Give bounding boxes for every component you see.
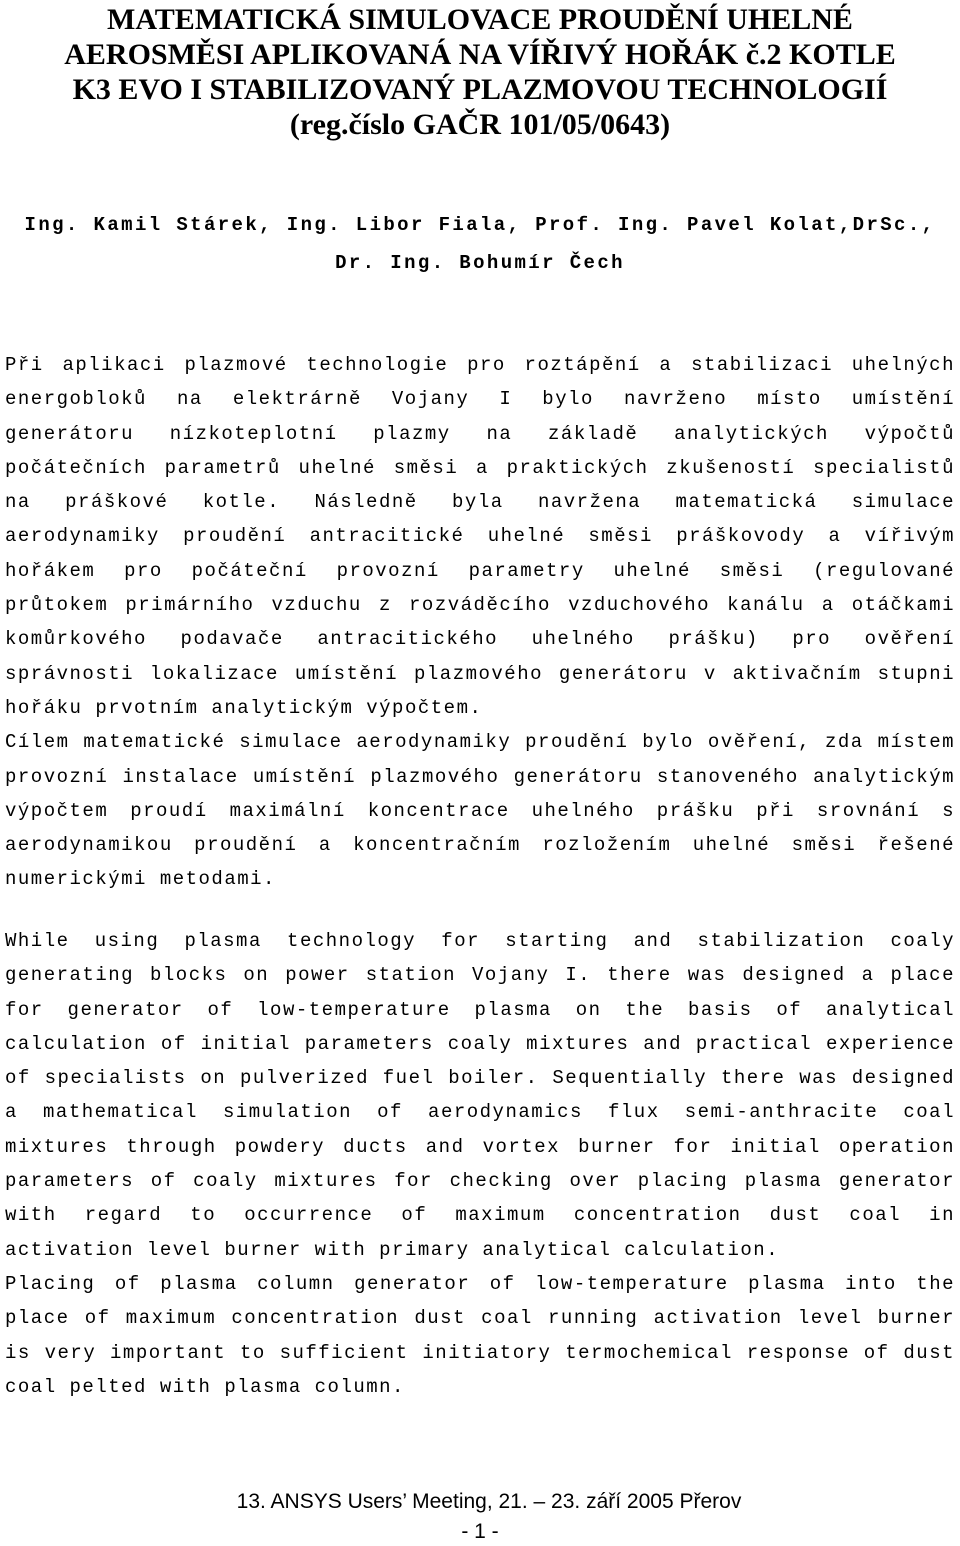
title-line-4: (reg.číslo GAČR 101/05/0643) — [289, 108, 671, 141]
authors-line-2: Dr. Ing. Bohumír Čech — [335, 252, 625, 274]
title-line-2: AEROSMĚSI APLIKOVANÁ NA VÍŘIVÝ HOŘÁK č.2 KOTLE — [64, 38, 896, 71]
abstract-cz-paragraph-1: Při aplikaci plazmové technologie pro roztápění a stabilizaci uhelných energobloků na elektrárně Vojany I bylo navrženo místo umístění generátoru nízkoteplotní plazmy na základě analytických výpočtů počátečních parametrů uhelné směsi a praktických zkušeností specialistů na práškové kotle. Následně byla navržena matematická simulace aerodynamiky proudění antracitické uhelné směsi práškovody a vířivým hořákem pro počáteční provozní parametry uhelné směsi (regulované průtokem primárního vzduchu z rozváděcího vzduchového kanálu a otáčkami komůrkového podavače antracitického uhelného prášku) pro ověření správnosti lokalizace umístění plazmového generátoru v aktivačním stupni hořáku prvotním analytickým výpočtem. — [5, 354, 955, 719]
authors-line-1: Ing. Kamil Stárek, Ing. Libor Fiala, Prof. Ing. Pavel Kolat,DrSc., — [24, 214, 936, 236]
abstract-cz-paragraph-2: Cílem matematické simulace aerodynamiky proudění bylo ověření, zda místem provozní instalace umístění plazmového generátoru stanoveného analytickým výpočtem proudí maximální koncentrace uhelného prášku při srovnání s aerodynamikou proudění a koncentračním rozložením uhelné směsi řešené numerickými metodami. — [5, 731, 955, 891]
abstract-en-paragraph-2: Placing of plasma column generator of low-temperature plasma into the place of maximum concentration dust coal running activation level burner is very important to sufficient initiatory termochemical response of dust coal pelted with plasma column. — [5, 1272, 955, 1398]
conference-footer: 13. ANSYS Users’ Meeting, 21. – 23. září 2005 Přerov — [236, 1490, 742, 1513]
author-list — [0, 206, 960, 282]
title-line-1: MATEMATICKÁ SIMULOVACE PROUDĚNÍ UHELNÉ — [107, 3, 853, 36]
paper-title — [0, 2, 960, 142]
title-line-3: K3 EVO I STABILIZOVANÝ PLAZMOVOU TECHNOLOGIÍ — [72, 73, 888, 106]
abstract-czech — [5, 348, 955, 897]
page-number: - 1 - — [461, 1520, 499, 1543]
abstract-english — [5, 924, 955, 1404]
abstract-en-paragraph-1: While using plasma technology for starting and stabilization coaly generating blocks on power station Vojany I. there was designed a place for generator of low-temperature plasma on the basis of analytical calculation of initial parameters coaly mixtures and practical experience of specialists on pulverized fuel boiler. Sequentially there was designed a mathematical simulation of aerodynamics flux semi-anthracite coal mixtures through powdery ducts and vortex burner for initial operation parameters of coaly mixtures for checking over placing plasma generator with regard to occurrence of maximum concentration dust coal in activation level burner with primary analytical calculation. — [5, 930, 955, 1261]
